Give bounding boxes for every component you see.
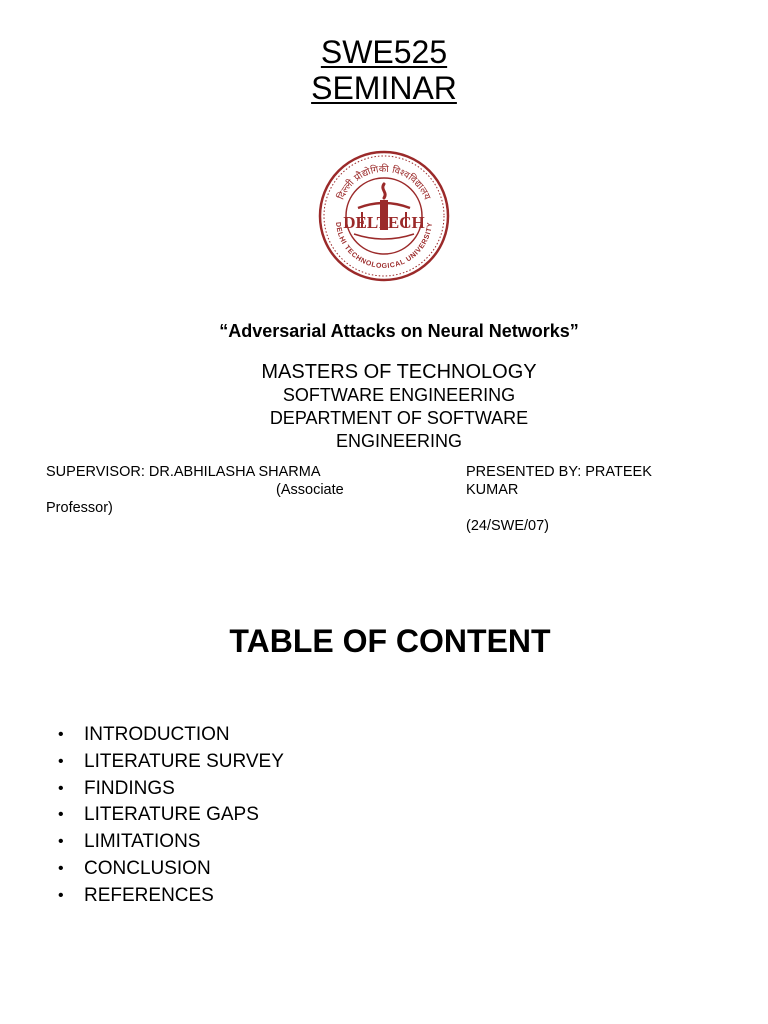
toc-item-label: REFERENCES bbox=[84, 884, 214, 906]
toc-item-label: INTRODUCTION bbox=[84, 724, 230, 745]
list-item bbox=[58, 883, 284, 910]
logo-text-top: दिल्ली प्रौद्योगिकी विश्वविद्यालय bbox=[335, 163, 433, 202]
supervisor-name: SUPERVISOR: DR.ABHILASHA SHARMA bbox=[46, 464, 321, 480]
bullet-icon: • bbox=[58, 833, 64, 851]
list-item bbox=[58, 802, 284, 829]
toc-item-label: CONCLUSION bbox=[84, 857, 211, 879]
department-line-2: ENGINEERING bbox=[335, 431, 463, 451]
toc-list bbox=[58, 722, 284, 910]
degree-block bbox=[0, 360, 768, 453]
logo-text-mid: DELTECH bbox=[343, 213, 425, 232]
supervisor-info bbox=[46, 463, 356, 517]
department-line-1: DEPARTMENT OF SOFTWARE bbox=[269, 408, 529, 428]
bullet-icon: • bbox=[58, 752, 64, 770]
presenter-name: PRESENTED BY: PRATEEK KUMAR bbox=[466, 464, 652, 498]
supervisor-title-part1: (Associate bbox=[276, 482, 344, 498]
toc-item-label: LIMITATIONS bbox=[84, 831, 201, 853]
list-item bbox=[58, 829, 284, 856]
list-item bbox=[58, 722, 284, 749]
list-item bbox=[58, 776, 284, 803]
bullet-icon: • bbox=[58, 779, 64, 797]
degree-name: MASTERS OF TECHNOLOGY bbox=[261, 361, 537, 383]
supervisor-title-part2: Professor) bbox=[46, 500, 113, 516]
toc-item-label: FINDINGS bbox=[84, 777, 175, 799]
bullet-icon: • bbox=[58, 886, 64, 904]
bullet-icon: • bbox=[58, 859, 64, 877]
course-code: SWE525 bbox=[320, 34, 448, 70]
bullet-icon: • bbox=[58, 726, 64, 743]
list-item bbox=[58, 856, 284, 883]
bullet-icon: • bbox=[58, 806, 64, 824]
logo-text-bottom: DELHI TECHNOLOGICAL UNIVERSITY bbox=[333, 221, 435, 271]
list-item bbox=[58, 749, 284, 776]
presenter-roll-number: (24/SWE/07) bbox=[466, 518, 549, 534]
presenter-info bbox=[466, 463, 676, 535]
seminar-topic: “Adversarial Attacks on Neural Networks” bbox=[219, 321, 579, 341]
toc-item-label: LITERATURE GAPS bbox=[84, 804, 259, 826]
toc-item-label: LITERATURE SURVEY bbox=[84, 750, 284, 772]
program-name: SOFTWARE ENGINEERING bbox=[282, 385, 516, 405]
course-type: SEMINAR bbox=[311, 70, 457, 106]
course-title bbox=[0, 34, 768, 106]
toc-heading: TABLE OF CONTENT bbox=[229, 623, 551, 659]
university-seal-icon bbox=[318, 150, 450, 282]
